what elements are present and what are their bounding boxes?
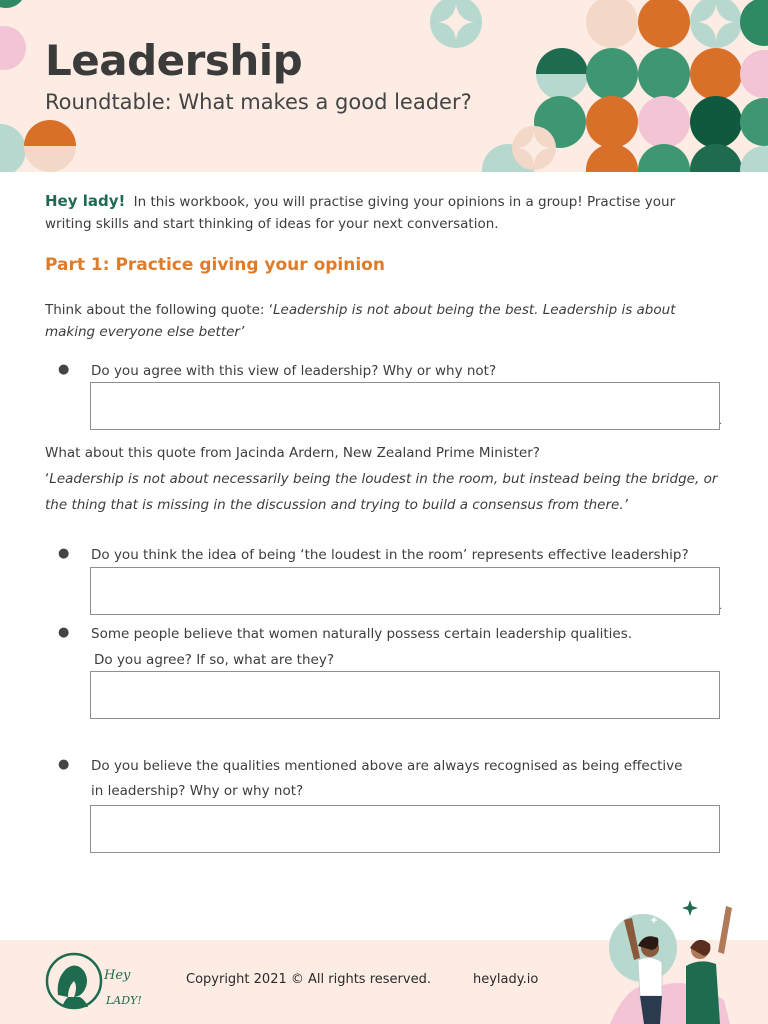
question-4: Do you believe the qualities mentioned above are always recognised as being effective in leadership? Why or why not? [91,758,683,799]
page-subtitle: Roundtable: What makes a good leader? [45,90,472,114]
answer-box-3[interactable] [90,671,720,719]
logo-text-lady: LADY! [106,994,142,1007]
question-3 [91,622,721,673]
quote-1-lead: Think about the following quote: ‘ [45,302,274,318]
quote-1-text: Leadership is not about being the best. Leadership is about making everyone else better’ [45,302,676,340]
section-heading-part-1: Part 1: Practice giving your opinion [45,255,385,275]
answer-box-4[interactable] [90,805,720,853]
bullet-icon: ● [58,362,70,377]
copyright-text: Copyright 2021 © All rights reserved. [186,972,431,987]
answer-box-2[interactable] [90,567,723,615]
cheering-women-illustration [600,890,750,1024]
hey-lady-logo-icon [44,951,108,1013]
quote-2-lead: What about this quote from Jacinda Ardern, New Zealand Prime Minister? [45,445,540,461]
quote-2-text: Leadership is not about necessarily being the loudest in the room, but instead being the bridge, or the thing that is missing in the discussion and trying to build a consensus from there.’ [45,471,718,513]
answer-box-1[interactable] [90,382,723,430]
question-3-line-1: Some people believe that women naturally possess certain leadership qualities. [91,626,633,642]
quote-2-open: ‘ [45,471,50,487]
question-3-line-2: Do you agree? If so, what are they? [94,652,334,668]
bullet-icon: ● [58,625,70,640]
logo-text-hey: Hey [104,968,131,983]
page-title: Leadership [45,36,303,85]
website-link[interactable]: heylady.io [473,972,539,987]
question-2: Do you think the idea of being ‘the loudest in the room’ represents effective leadership? [91,547,689,563]
quote-2 [45,440,725,518]
quote-1 [45,299,725,343]
bullet-icon: ● [58,757,70,772]
brand-greeting: Hey lady! [45,192,126,210]
bullet-icon: ● [58,546,70,561]
trailing-mark: . [719,416,723,427]
decorative-pattern [0,0,768,172]
question-1: Do you agree with this view of leadership? Why or why not? [91,363,497,379]
header-banner [0,0,768,172]
intro-text: In this workbook, you will practise giving your opinions in a group! Practise your writing skills and start thinking of ideas for your next conversation. [45,194,676,232]
intro-paragraph [45,190,725,235]
trailing-mark: . [719,601,723,612]
